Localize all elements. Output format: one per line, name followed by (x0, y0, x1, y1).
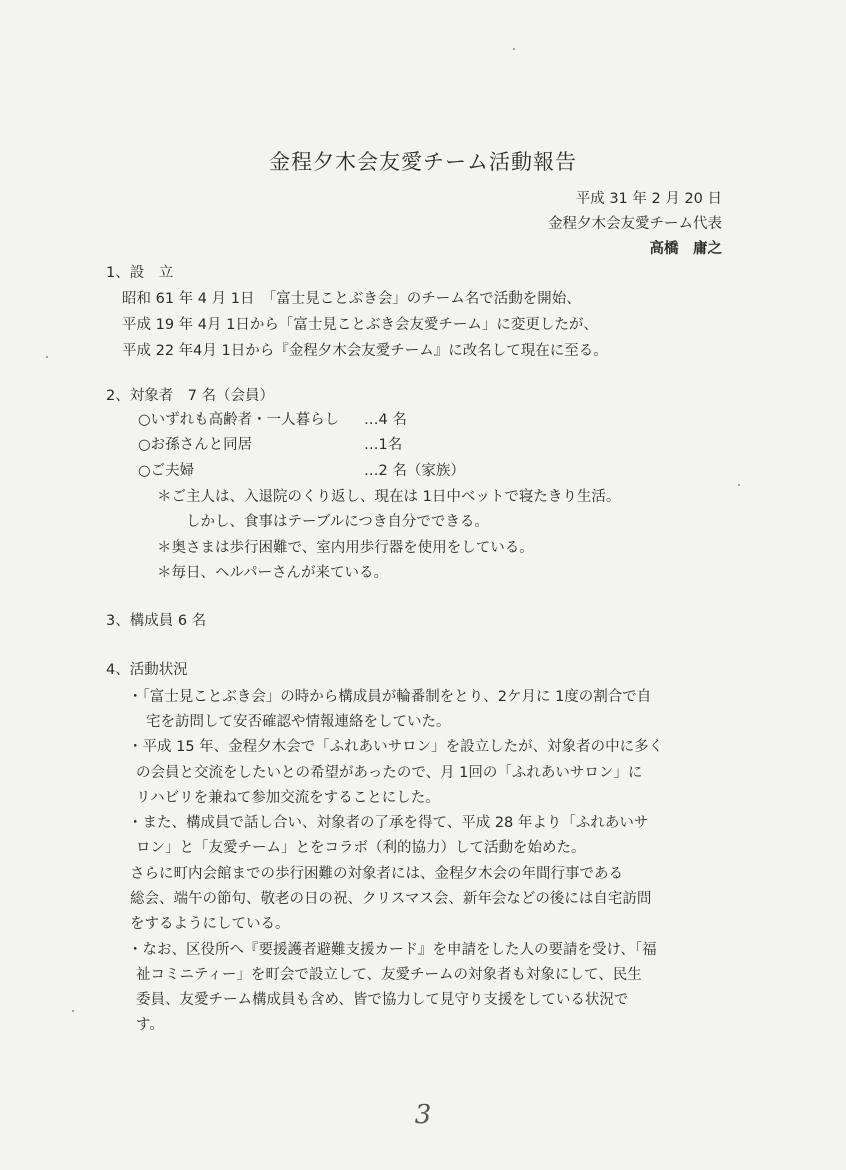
target-note: ＊毎日、ヘルパーさんが来ている。 (157, 565, 388, 581)
scan-speck (513, 48, 515, 50)
scan-speck (46, 356, 48, 358)
author-name: 高橋 庸之 (649, 241, 722, 257)
activity-line: す。 (136, 1017, 164, 1033)
target-item-count: …4 名 (364, 412, 407, 428)
section-1-line: 平成 19 年 4月 1日から「富士見ことぶき会友愛チーム」に変更したが、 (122, 317, 598, 333)
activity-line: をするようにしている。 (130, 916, 290, 932)
target-item-count: …1名 (364, 437, 403, 453)
section-1-heading: 1、設 立 (106, 265, 174, 281)
activity-line: 祉コミニティー」を町会で設立して、友愛チームの対象者も対象にして、民生 (136, 967, 642, 983)
scan-speck (72, 1010, 74, 1012)
target-item-label: ○お孫さんと同居 (138, 437, 253, 453)
section-1-line: 昭和 61 年 4 月 1日 「富士見ことぶき会」のチーム名で活動を開始、 (122, 291, 581, 307)
activity-line: 総会、端午の節句、敬老の日の祝、クリスマス会、新年会などの後には自宅訪問 (130, 891, 652, 907)
target-item-label: ○いずれも高齢者・一人暮らし (138, 412, 340, 428)
activity-line: の会員と交流をしたいとの希望があったので、月 1回の「ふれあいサロン」に (136, 765, 643, 781)
organization-name: 金程夕木会友愛チーム代表 (548, 216, 722, 232)
activity-line: ・平成 15 年、金程夕木会で「ふれあいサロン」を設立したが、対象者の中に多く (128, 739, 664, 755)
activity-line: リハビリを兼ねて参加交流をすることにした。 (136, 790, 440, 806)
section-3-heading: 3、構成員 6 名 (106, 613, 207, 629)
target-item-count: …2 名（家族） (364, 463, 465, 479)
target-note: ＊奥さまは歩行困難で、室内用歩行器を使用をしている。 (157, 540, 534, 556)
target-note: ＊ご主人は、入退院のくり返し、現在は 1日中ベットで寝たきり生活。 (157, 489, 621, 505)
page-number: 3 (414, 1100, 432, 1130)
activity-line: 委員、友愛チーム構成員も含め、皆で協力して見守り支援をしている状況で (136, 992, 629, 1008)
report-date: 平成 31 年 2 月 20 日 (575, 191, 722, 207)
activity-line: ロン」と「友愛チーム」とをコラボ（利的協力）して活動を始めた。 (136, 840, 586, 856)
activity-line: ・なお、区役所へ『要援護者避難支援カード』を申請をした人の要請を受け、「福 (128, 942, 657, 958)
activity-line: 宅を訪問して安否確認や情報連絡をしていた。 (146, 714, 451, 730)
activity-line: ・また、構成員で話し合い、対象者の了承を得て、平成 28 年より「ふれあいサ (128, 815, 649, 831)
scan-speck (738, 484, 740, 486)
activity-line: ・「富士見ことぶき会」の時から構成員が輪番制をとり、2ケ月に 1度の割合で自 (128, 689, 652, 705)
section-1-line: 平成 22 年4月 1日から『金程夕木会友愛チーム』に改名して現在に至る。 (122, 343, 608, 359)
target-item-label: ○ご夫婦 (138, 463, 195, 479)
document-title: 金程夕木会友愛チーム活動報告 (269, 150, 577, 174)
target-note: しかし、食事はテーブルにつき自分でできる。 (186, 514, 489, 530)
section-2-heading: 2、対象者 7 名（会員） (106, 388, 275, 404)
section-4-heading: 4、活動状況 (106, 662, 188, 678)
activity-line: さらに町内会館までの歩行困難の対象者には、金程夕木会の年間行事である (130, 866, 623, 882)
